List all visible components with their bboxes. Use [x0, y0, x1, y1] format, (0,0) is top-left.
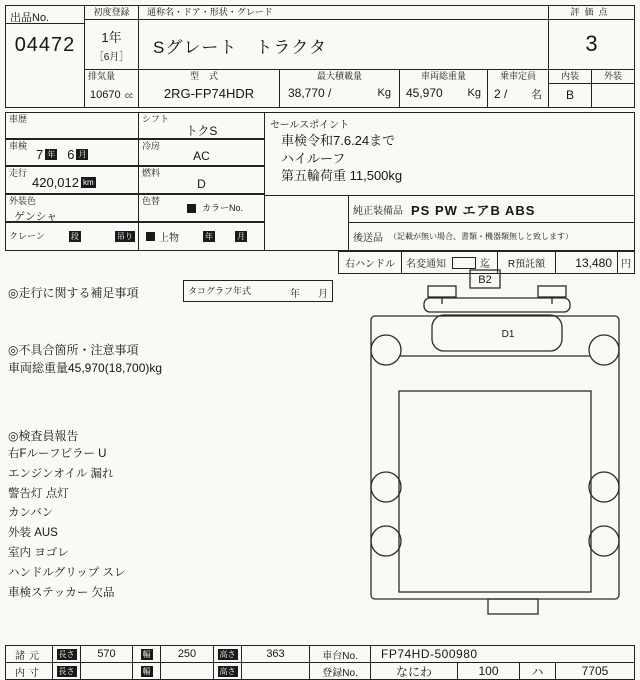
mileage-cell	[5, 166, 139, 194]
capacity-unit: 名	[531, 88, 542, 101]
registration-kana: ハ	[531, 664, 544, 679]
registration-label: 登録No.	[322, 667, 358, 679]
length-label-cell	[52, 645, 81, 663]
displacement-unit: cc	[125, 90, 134, 100]
front-left-wheel	[371, 335, 401, 365]
crane-cell	[5, 222, 139, 251]
capacity-label: 乗車定員	[499, 71, 536, 81]
exterior-color-label: 外装色	[9, 196, 37, 206]
tsuri-unit-badge: 吊り	[116, 232, 133, 241]
damage-code-d1: D1	[501, 329, 515, 340]
dan-unit-badge: 段	[70, 232, 79, 241]
first-reg-box	[84, 19, 139, 70]
front-right-wheel	[589, 335, 619, 365]
shift-label: シフト	[142, 114, 170, 124]
month-unit-badge: 月	[237, 232, 245, 241]
vehicle-name-header	[138, 5, 549, 20]
mileage-value: 420,012	[32, 175, 79, 190]
ac-label: 冷房	[142, 141, 161, 151]
inner-width-value-cell	[160, 662, 214, 680]
inspector-item: エンジンオイル 漏れ	[8, 467, 114, 480]
damage-code-b2: B2	[478, 274, 492, 286]
tachograph-box	[183, 280, 333, 302]
gvw-cell	[399, 69, 488, 108]
gvw-value: 45,970	[406, 85, 443, 100]
displacement-value: 10670	[89, 88, 121, 101]
inner-width-label-cell	[132, 662, 161, 680]
crane-label: クレーン	[9, 230, 45, 241]
height-badge: 高さ	[219, 666, 236, 676]
inspector-item: 車検ステッカー 欠品	[8, 586, 115, 599]
inner-dims-label-cell	[5, 662, 53, 680]
inspector-item: 警告灯 点灯	[8, 487, 69, 500]
truck-top-view-diagram	[352, 258, 637, 636]
rear-left-wheel-2	[371, 526, 401, 556]
inspector-item: 室内 ヨゴレ	[8, 546, 69, 559]
width-badge: 幅	[142, 666, 151, 676]
registration-class: 100	[478, 664, 499, 678]
model-code: 2RG-FP74HDR	[163, 85, 255, 101]
vehicle-name-value: Sグレート トラクタ	[153, 38, 327, 57]
rear-left-wheel-1	[371, 472, 401, 502]
chassis-label-cell	[309, 645, 371, 663]
grade-header	[548, 5, 635, 20]
inspector-item: カンバン	[8, 507, 54, 520]
inspection-label: 車検	[9, 141, 28, 151]
specs-label: 諸元	[15, 650, 43, 662]
sales-point-line: ハイルーフ	[281, 150, 346, 166]
capacity-cell	[487, 69, 549, 108]
max-load-unit: Kg	[377, 86, 391, 99]
first-reg-month: ［6月］	[93, 52, 130, 63]
body-equipment-cell	[138, 222, 265, 251]
cab-windshield	[432, 315, 562, 351]
tacho-year-unit: 年	[290, 289, 300, 300]
tacho-month-unit: 月	[318, 289, 328, 300]
registration-class-cell	[457, 662, 520, 680]
km-unit-badge: km	[83, 178, 94, 187]
yen-label: 円	[621, 259, 631, 270]
blank-cell	[264, 195, 349, 251]
gvw-label: 車両総重量	[420, 71, 466, 81]
interior-exterior-cell	[548, 69, 635, 108]
sales-point-line: 第五輪荷重 11,500kg	[281, 168, 403, 183]
deposit-amount: 13,480	[575, 256, 612, 270]
color-no-label: カラーNo.	[202, 203, 244, 213]
inspector-report-list	[8, 445, 238, 603]
interior-label: 内装	[549, 70, 592, 84]
shift-cell	[138, 112, 265, 139]
sales-point-line: 車検令和7.6.24まで	[281, 133, 396, 148]
repaint-cell	[138, 194, 265, 222]
registration-kana-cell	[519, 662, 556, 680]
front-bumper	[424, 298, 570, 312]
height-badge: 高さ	[219, 649, 236, 659]
registration-area: なにわ	[395, 664, 432, 679]
fuel-label: 燃料	[142, 168, 161, 178]
first-reg-label: 初度登録	[93, 7, 130, 17]
ac-cell	[138, 139, 265, 166]
exhibit-no-label: 出品No.	[10, 12, 50, 24]
left-mirror	[428, 286, 456, 297]
later-shipment-note: （記載が無い場合、書類・機器類無しと致します）	[389, 232, 573, 241]
specs-label-cell	[5, 645, 53, 663]
length-badge: 長さ	[58, 666, 75, 676]
height-label-cell	[213, 645, 242, 663]
right-mirror	[538, 286, 566, 297]
exterior-color-cell	[5, 194, 139, 222]
deposit-label: R預託額	[507, 259, 546, 270]
filled-box-mark	[187, 204, 196, 213]
equipment-label: 純正装備品	[353, 205, 403, 217]
cargo-frame	[399, 391, 591, 592]
height-value-cell	[241, 645, 310, 663]
vehicle-name-label: 通称名・ドア・形状・グレード	[147, 7, 273, 17]
history-label: 車歴	[9, 114, 28, 124]
filled-box-mark	[146, 232, 155, 241]
exhibit-no-value: 04472	[14, 34, 76, 56]
fuel-cell	[138, 166, 265, 194]
handle-value: 右ハンドル	[345, 259, 395, 270]
registration-label-cell	[309, 662, 371, 680]
defect-heading: ◎不具合箇所・注意事項	[8, 343, 139, 357]
inner-length-label-cell	[52, 662, 81, 680]
sales-point-box	[264, 112, 635, 196]
history-cell	[5, 112, 139, 139]
equipment-row	[348, 195, 635, 223]
body-outline	[371, 316, 619, 599]
mileage-label: 走行	[9, 168, 28, 178]
defect-line: 車両総重量45,970(18,700)kg	[8, 361, 163, 375]
length-value-cell	[80, 645, 133, 663]
inspector-item: 右Fルーフピラー U	[8, 448, 107, 460]
length-badge: 長さ	[58, 649, 75, 659]
inner-height-value-cell	[241, 662, 310, 680]
chassis-label: 車台No.	[322, 650, 358, 662]
vehicle-name-box	[138, 19, 549, 70]
registration-number-cell	[555, 662, 635, 680]
exterior-color-value: ゲンシャ	[14, 211, 58, 223]
chassis-value-cell	[370, 645, 635, 663]
equipment-value: PS PW エアB ABS	[411, 202, 536, 218]
grade-score: 3	[585, 31, 598, 56]
body-label: 上物	[159, 233, 179, 244]
grade-box	[548, 19, 635, 70]
later-shipment-row	[348, 222, 635, 251]
grade-label: 評価点	[570, 7, 613, 17]
name-change-label: 名変通知	[406, 259, 446, 270]
first-reg-header	[84, 5, 139, 20]
first-reg-year: 1年	[101, 30, 122, 45]
rear-bumper	[488, 599, 538, 614]
inner-length-value-cell	[80, 662, 133, 680]
exhibit-no-box	[5, 23, 85, 108]
height-value: 363	[266, 648, 285, 660]
exhibit-no-header	[5, 5, 85, 24]
width-label-cell	[132, 645, 161, 663]
inspection-year: 7	[36, 147, 44, 162]
year-unit-badge: 年	[47, 150, 56, 159]
repaint-label: 色替	[142, 196, 161, 206]
interior-grade: B	[549, 84, 592, 107]
inspection-cell	[5, 139, 139, 166]
displacement-label: 排気量	[88, 71, 116, 81]
shift-value: トクS	[185, 124, 218, 138]
sales-point-label: セールスポイント	[270, 120, 350, 131]
capacity-value: 2 /	[494, 86, 508, 101]
inspector-item: 外装 AUS	[8, 527, 58, 540]
max-load-value: 38,770 /	[288, 85, 332, 100]
chassis-no: FP74HD-500980	[381, 647, 478, 661]
length-value: 570	[97, 648, 116, 660]
registration-number: 7705	[581, 664, 609, 678]
inspection-month: 6	[67, 147, 75, 162]
later-shipment-label: 後送品	[353, 233, 383, 244]
displacement-cell	[84, 69, 139, 108]
rear-right-wheel-1	[589, 472, 619, 502]
max-load-label: 最大積載量	[316, 71, 362, 81]
registration-area-cell	[370, 662, 458, 680]
model-cell	[138, 69, 280, 108]
ac-value: AC	[193, 149, 210, 163]
tachograph-label: タコグラフ年式	[188, 286, 252, 296]
inner-dims-label: 内寸	[15, 667, 43, 679]
inner-height-label-cell	[213, 662, 242, 680]
rear-right-wheel-2	[589, 526, 619, 556]
inspector-item: ハンドルグリップ スレ	[8, 566, 126, 579]
gvw-unit: Kg	[467, 86, 481, 99]
width-value: 250	[177, 648, 197, 660]
max-load-cell	[279, 69, 400, 108]
driving-note-heading: ◎走行に関する補足事項	[8, 286, 139, 300]
year-unit-badge: 年	[205, 232, 213, 241]
fuel-value: D	[197, 177, 206, 191]
width-value-cell	[160, 645, 214, 663]
until-label: 迄	[480, 259, 490, 270]
inspector-heading: ◎検査員報告	[8, 429, 79, 443]
exterior-label: 外装	[592, 70, 634, 84]
model-label: 型式	[189, 71, 228, 81]
month-unit-badge: 月	[78, 150, 87, 159]
width-badge: 幅	[142, 649, 151, 659]
